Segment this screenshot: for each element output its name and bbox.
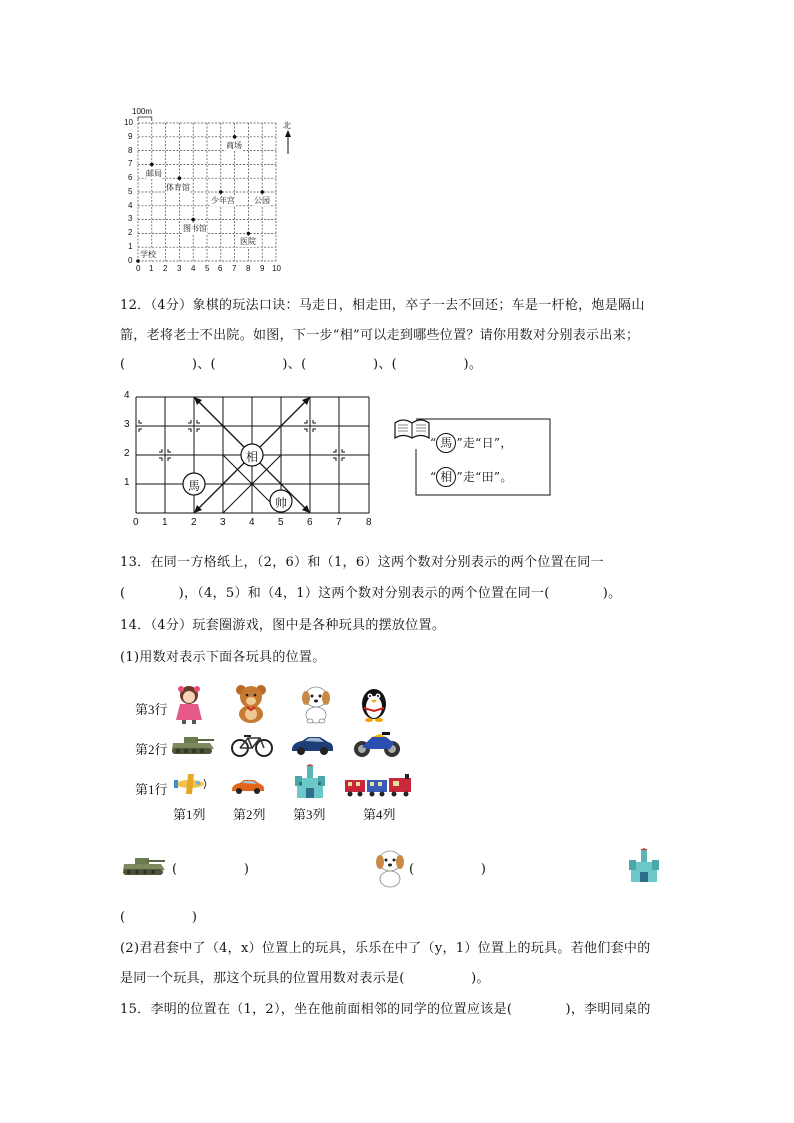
rule-ma-piece: 馬 <box>436 433 456 453</box>
chess-x-tick: 0 <box>133 517 139 528</box>
train-icon <box>343 774 415 802</box>
row-2-label: 第2行 <box>135 742 168 757</box>
castle-icon <box>294 764 326 804</box>
dog-icon <box>299 684 333 728</box>
chess-x-tick: 5 <box>278 517 284 528</box>
chess-figure <box>118 388 388 530</box>
map-x-tick: 9 <box>260 264 265 273</box>
q15-line1: 15．李明的位置在（1，2），坐在他前面相邻的同学的位置应该是( )，李明同桌的 <box>120 1002 651 1017</box>
row-1-label: 第1行 <box>135 782 168 797</box>
chess-x-tick: 8 <box>366 517 372 528</box>
place-school: 学校 <box>140 250 156 259</box>
rule-xiang-open-quote: “ <box>430 470 437 484</box>
small-car-icon <box>230 778 266 800</box>
chess-y-tick: 3 <box>124 419 130 430</box>
airplane-icon <box>172 771 208 801</box>
q14-sub2-line2: 是同一个玩具，那这个玩具的位置用数对表示是( )。 <box>120 971 490 986</box>
map-y-tick: 9 <box>128 132 133 141</box>
row-3-label: 第3行 <box>135 702 168 717</box>
tank-icon <box>170 734 216 760</box>
rule-xiang-line <box>430 467 513 487</box>
col-2-label: 第2列 <box>233 807 266 822</box>
chess-y-tick: 1 <box>124 477 130 488</box>
q14-line1: 14．（4分）玩套圈游戏，图中是各种玩具的摆放位置。 <box>120 618 446 633</box>
col-1-label: 第1列 <box>173 807 206 822</box>
rule-xiang-piece: 相 <box>436 467 456 487</box>
map-y-tick: 6 <box>128 173 133 182</box>
tank-icon <box>121 855 167 881</box>
map-x-tick: 3 <box>177 264 182 273</box>
dog-icon <box>373 848 407 892</box>
map-y-tick: 8 <box>128 146 133 155</box>
rule-ma-text: ”走“日”， <box>456 436 513 450</box>
bicycle-icon <box>230 732 274 762</box>
place-hospital: 医院 <box>240 237 256 246</box>
map-y-tick: 2 <box>128 228 133 237</box>
map-x-tick: 2 <box>163 264 168 273</box>
rule-ma-open-quote: “ <box>430 436 437 450</box>
map-y-tick: 4 <box>128 201 133 210</box>
col-4-label: 第4列 <box>363 807 396 822</box>
book-icon <box>392 413 432 447</box>
map-x-tick: 4 <box>191 264 196 273</box>
map-x-tick: 1 <box>149 264 154 273</box>
map-y-tick: 3 <box>128 214 133 223</box>
north-label: 北 <box>283 121 291 130</box>
place-library: 图书馆 <box>183 224 207 233</box>
rule-note <box>392 413 552 497</box>
q14-sub1: (1)用数对表示下面各玩具的位置。 <box>120 650 326 665</box>
map-y-tick: 10 <box>124 118 133 127</box>
doll-icon <box>172 684 206 728</box>
car-icon <box>290 734 334 760</box>
chess-x-tick: 1 <box>162 517 168 528</box>
dog-answer-blank[interactable]: ( ) <box>409 862 487 877</box>
bear-icon <box>233 684 269 728</box>
col-3-label: 第3列 <box>293 807 326 822</box>
map-x-tick: 6 <box>218 264 223 273</box>
map-y-tick: 1 <box>128 242 133 251</box>
chess-x-tick: 4 <box>249 517 255 528</box>
q12-answer-line: ( )、( )、( )、( )。 <box>120 357 483 372</box>
chess-x-tick: 7 <box>336 517 342 528</box>
q14-sub2-line1: (2)君君套中了（4，x）位置上的玩具，乐乐在中了（y，1）位置上的玩具。若他们套中的 <box>120 941 651 956</box>
map-y-tick: 0 <box>128 256 133 265</box>
xiang-piece: 相 <box>246 450 259 464</box>
penguin-icon <box>358 686 390 726</box>
map-x-tick: 7 <box>232 264 237 273</box>
place-mall: 商场 <box>226 141 242 150</box>
place-youth-palace: 少年宫 <box>211 196 235 205</box>
q13-line2: ( )，（4，5）和（4，1）这两个数对分别表示的两个位置在同一( )。 <box>120 586 622 601</box>
rule-ma-line <box>430 433 513 453</box>
map-x-tick: 8 <box>246 264 251 273</box>
chess-x-tick: 6 <box>307 517 313 528</box>
tank-answer-blank[interactable]: ( ) <box>172 862 250 877</box>
castle-icon <box>628 848 660 888</box>
ma-piece: 馬 <box>188 479 201 493</box>
map-x-tick: 5 <box>205 264 210 273</box>
scale-label: 100m <box>132 107 153 116</box>
map-figure <box>118 104 318 279</box>
map-y-tick: 5 <box>128 187 133 196</box>
q13-line1: 13．在同一方格纸上，（2，6）和（1，6）这两个数对分别表示的两个位置在同一 <box>120 555 604 570</box>
q12-line2: 箭，老将老士不出院。如图，下一步“相”可以走到哪些位置？请你用数对分别表示出来； <box>120 328 640 343</box>
place-gym: 体育馆 <box>166 183 190 192</box>
map-x-tick: 10 <box>272 264 281 273</box>
chess-y-tick: 2 <box>124 448 130 459</box>
rule-xiang-text: ”走“田”。 <box>456 470 513 484</box>
castle-answer-blank[interactable]: ( ) <box>120 910 198 925</box>
map-x-tick: 0 <box>136 264 141 273</box>
shuai-piece: 帅 <box>275 496 288 510</box>
chess-x-tick: 2 <box>191 517 197 528</box>
chess-y-tick: 4 <box>124 390 130 401</box>
map-y-tick: 7 <box>128 159 133 168</box>
q12-line1: 12．（4分）象棋的玩法口诀：马走日，相走田，卒子一去不回还；车是一杆枪，炮是隔山 <box>120 298 645 313</box>
chess-x-tick: 3 <box>220 517 226 528</box>
place-post-office: 邮局 <box>146 169 162 178</box>
motorcycle-icon <box>352 729 402 763</box>
place-park: 公园 <box>254 196 270 205</box>
